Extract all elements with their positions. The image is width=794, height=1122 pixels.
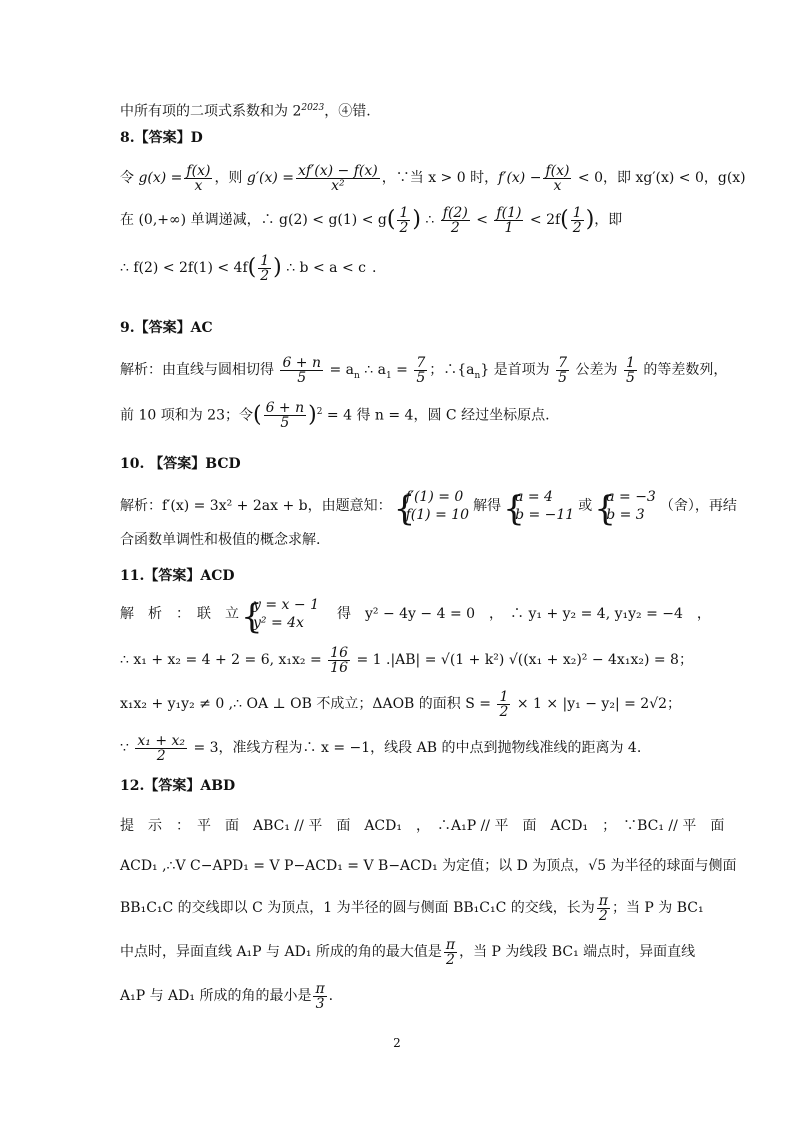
q11-heading: 11.【答案】ACD — [120, 568, 235, 584]
fraction: $\frac{\pi}{2}$ — [598, 892, 608, 924]
text: = 3，准线方程为∴ x = −1，线段 AB 的中点到抛物线准线的距离为 4. — [189, 740, 642, 756]
q8-line-2: 在 (0,+∞) 单调递减，∴ g(2) < g(1) < g( $\frac{1}{2}$ ) ∴ $\frac{f(2)}{2}$ < $\frac{f(1)}{1}$ < 2f( $\frac{1}{2}$ )，即 — [120, 204, 623, 236]
q8-line-1: 令 g(x) = $\frac{f(x)}{x}$ ，则 g′(x) = $\frac{xf'(x) - f(x)}{\text{x²}}$ ，∵当 x > 0 时，f′(x) − $\frac{f(x)}{x}$ < 0，即 xg′(x) < 0，g(x) — [120, 162, 746, 194]
text: ∴ b < a < c — [281, 260, 366, 276]
fraction: $\frac{\pi}{2}$ — [445, 936, 456, 968]
continuation-tail: ，④错. — [324, 103, 371, 120]
text: = — [391, 362, 413, 378]
fraction: $\frac{6 + n}{5}$ — [265, 400, 305, 432]
text: = 1 .|AB| = √(1 + k²) √((x₁ + x₂)² − 4x₁x₂) = 8； — [352, 652, 693, 668]
q10-line-2: 合函数单调性和极值的概念求解. — [120, 532, 321, 548]
fraction: $\frac{16}{16}$ — [330, 644, 348, 676]
q9-line-2: 前 10 项和为 23；令( $\frac{6 + n}{5}$ )$^2$ = 4 得 n = 4，圆 C 经过坐标原点. — [120, 400, 550, 432]
fraction: $\frac{6 + n}{5}$ — [282, 354, 322, 386]
q12-line-1: 提 示 ： 平 面 ABC₁ // 平 面 ACD₁ ， ∴A₁P // 平 面 ACD₁ ； ∵BC₁ // 平 面 — [120, 818, 725, 834]
q9-line-1: 解析：由直线与圆相切得 $\frac{6 + n}{5}$ = $a_n$ ∴ $a_1$ = $\frac{7}{5}$ ；$\therefore\{a_n\}$ 是首项为 $\frac{7}{5}$ 公差为 $\frac{1}{5}$ 的等差数列， — [120, 354, 728, 386]
fraction: $\frac{7}{5}$ — [416, 354, 426, 386]
equation-system: { a = −3 b = 3 — [596, 488, 656, 524]
text: < — [471, 212, 493, 228]
text: ∴ — [420, 212, 439, 228]
q10-line-1 — [120, 486, 737, 526]
equation-system: { f′(1) = 0 f(1) = 10 — [396, 488, 469, 524]
text: 令 — [120, 170, 139, 186]
q12-line-4 — [120, 932, 696, 972]
q11-line-3 — [120, 684, 682, 724]
text: ∴ x₁ + x₂ = 4 + 2 = 6, x₁x₂ = — [120, 652, 327, 668]
text: 的等差数列， — [638, 362, 728, 378]
equation-system: { a = 4 b = −11 — [505, 488, 574, 524]
text: 解得 — [473, 498, 502, 514]
q11-line-1 — [120, 594, 711, 634]
text: 前 10 项和为 23；令 — [120, 407, 253, 424]
text: . — [371, 260, 377, 276]
text: 解 析 ： 联 立 — [120, 606, 239, 622]
text: A₁P 与 AD₁ 所成的角的最小是 — [120, 988, 312, 1004]
text: 得 y² − 4y − 4 = 0 ， ∴ y₁ + y₂ = 4, y₁y₂ = −4 ， — [322, 606, 711, 622]
fraction: $\frac{f(1)}{1}$ — [496, 204, 522, 236]
q12-line-3 — [120, 888, 704, 928]
text: ，当 P 为线段 BC₁ 端点时，异面直线 — [459, 944, 696, 960]
text: x₁x₂ + y₁y₂ ≠ 0 ,∴ OA ⊥ OB 不成立；ΔAOB 的面积 S = — [120, 696, 496, 712]
fraction: $\frac{1}{2}$ — [499, 688, 509, 720]
text: ，则 — [214, 170, 247, 186]
q12-line-5 — [120, 976, 676, 1016]
text: ；当 P 为 BC₁ — [611, 900, 704, 916]
equation-system: { y = x − 1 y² = 4x — [243, 596, 319, 632]
text: = 4 得 n = 4，圆 C 经过坐标原点. — [322, 407, 550, 424]
text: < 0，即 xg′(x) < 0，g(x) — [573, 170, 746, 186]
fraction: $\frac{f(x)}{x}$ — [186, 162, 211, 194]
q12-line-2: ACD₁ ,∴V C−APD₁ = V P−ACD₁ = V B−ACD₁ 为定值；以 D 为顶点，√5 为半径的球面与侧面 — [120, 858, 737, 874]
text: 解析：f′(x) = 3x² + 2ax + b，由题意知： — [120, 498, 392, 514]
fraction: $\frac{\text{x₁ + x₂}}{2}$ — [137, 732, 186, 764]
text: （舍），再结 — [659, 498, 737, 514]
q11-line-4 — [120, 728, 676, 768]
text: 公差为 — [571, 362, 622, 378]
text: × 1 × |y₁ − y₂| = 2√2； — [512, 696, 682, 712]
text: < 2f — [525, 212, 561, 228]
fraction: $\frac{1}{2}$ — [260, 252, 270, 284]
page-number: 2 — [393, 1036, 401, 1050]
q10-heading: 10. 【答案】BCD — [120, 456, 241, 472]
continuation-line — [120, 98, 676, 122]
fraction: $\frac{xf'(x) - f(x)}{\text{x²}}$ — [298, 162, 378, 194]
fraction: $\frac{\pi}{3}$ — [315, 980, 325, 1012]
text: . — [328, 988, 334, 1004]
text: ，∵当 x > 0 时， — [381, 170, 499, 186]
q8-line-3: ∴ f(2) < 2f(1) < 4f( $\frac{1}{2}$ ) ∴ b < a < c . — [120, 252, 377, 284]
text: ∴ f(2) < 2f(1) < 4f — [120, 260, 248, 276]
fraction: $\frac{7}{5}$ — [558, 354, 568, 386]
text: BB₁C₁C 的交线即以 C 为顶点，1 为半径的圆与侧面 BB₁C₁C 的交线，长为 — [120, 900, 595, 916]
text: 或 — [578, 498, 593, 514]
text: = a — [325, 362, 354, 378]
exponent: 2023 — [301, 103, 325, 113]
fraction: $\frac{1}{5}$ — [625, 354, 635, 386]
text: 中点时，异面直线 A₁P 与 AD₁ 所成的角的最大值是 — [120, 944, 442, 960]
q9-heading: 9.【答案】AC — [120, 320, 213, 336]
q12-heading: 12.【答案】ABD — [120, 778, 236, 794]
text: ；∴{a — [429, 362, 475, 378]
fraction: $\frac{1}{2}$ — [572, 204, 582, 236]
text: ∵ — [120, 740, 134, 756]
fraction: $\frac{1}{2}$ — [399, 204, 409, 236]
text: 在 (0,+∞) 单调递减，∴ g(2) < g(1) < g — [120, 212, 387, 228]
continuation-text: 中所有项的二项式系数和为 2 — [120, 103, 302, 120]
q8-heading: 8.【答案】D — [120, 130, 203, 146]
text: } 是首项为 — [480, 362, 555, 378]
q11-line-2 — [120, 640, 693, 680]
fraction: $\frac{f(2)}{2}$ — [442, 204, 468, 236]
text: ∴ a — [359, 362, 386, 378]
text: ，即 — [594, 212, 623, 228]
text: 解析：由直线与圆相切得 — [120, 362, 279, 378]
fraction: $\frac{f(x)}{x}$ — [545, 162, 570, 194]
